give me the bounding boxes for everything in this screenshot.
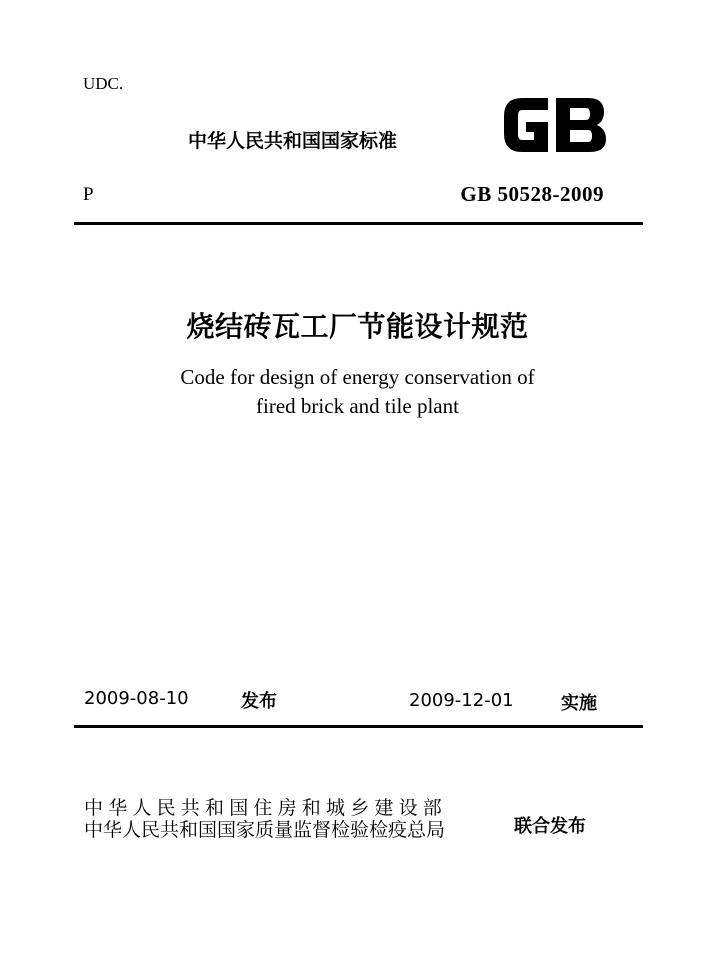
standard-number: GB 50528-2009 — [460, 182, 604, 206]
bottom-divider — [74, 725, 643, 728]
top-divider — [74, 222, 643, 225]
gb-logo — [500, 94, 610, 156]
document-title: 烧结砖瓦工厂节能设计规范 — [186, 310, 529, 343]
issuer-ministry-housing: 中华人民共和国住房和城乡建设部 — [84, 797, 448, 819]
udc-label: UDC. — [83, 74, 124, 93]
category-code: P — [83, 184, 94, 205]
implement-label: 实施 — [561, 693, 597, 714]
issue-label: 发布 — [241, 691, 277, 712]
standard-type: 中华人民共和国国家标准 — [188, 130, 398, 152]
english-title-line-1: Code for design of energy conservation of — [180, 365, 535, 389]
english-title-line-2: fired brick and tile plant — [256, 394, 459, 418]
english-title — [0, 363, 715, 421]
issue-date: 2009-08-10 — [84, 688, 189, 709]
implement-date: 2009-12-01 — [409, 690, 514, 711]
issuer-aqsiq: 中华人民共和国国家质量监督检验检疫总局 — [84, 819, 446, 841]
joint-issue-label: 联合发布 — [514, 816, 586, 837]
